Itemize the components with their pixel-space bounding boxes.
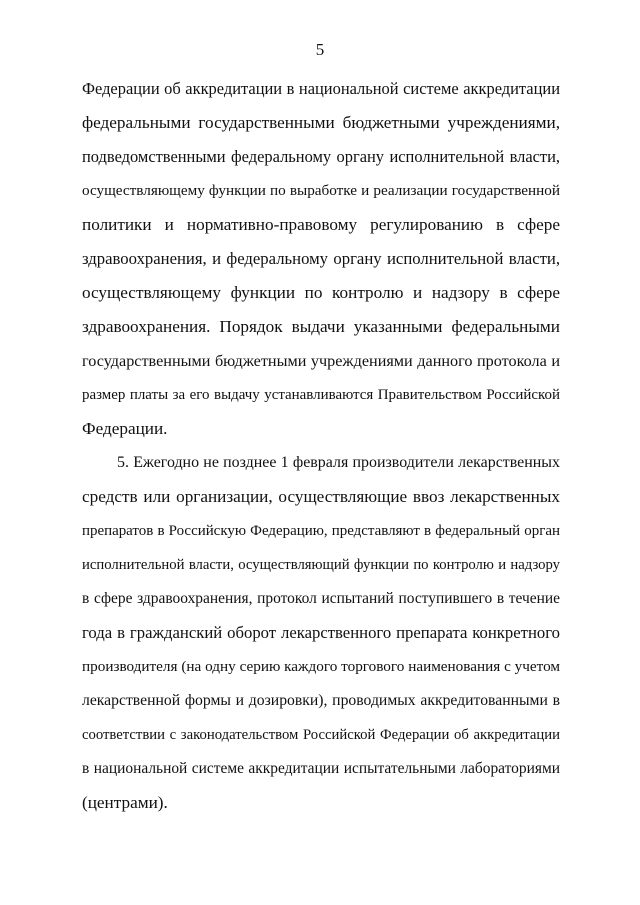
- text-line: в сфере здравоохранения, протокол испытаний поступившего в течение: [82, 590, 560, 607]
- text-line: года в гражданский оборот лекарственного препарата конкретного: [82, 623, 560, 642]
- text-line: средств или организации, осуществляющие ввоз лекарственных: [82, 487, 560, 506]
- text-line: здравоохранения. Порядок выдачи указанными федеральными: [82, 317, 560, 336]
- text-line: лекарственной формы и дозировки), проводимых аккредитованными в: [82, 692, 560, 709]
- text-line: 5. Ежегодно не позднее 1 февраля производители лекарственных: [117, 454, 560, 471]
- text-line: осуществляющему функции по выработке и реализации государственной: [82, 182, 560, 199]
- text-line: соответствии с законодательством Российской Федерации об аккредитации: [82, 727, 560, 743]
- text-line: размер платы за его выдачу устанавливаются Правительством Российской: [82, 387, 560, 403]
- text-line: в национальной системе аккредитации испытательными лабораториями: [82, 760, 560, 777]
- text-line: осуществляющему функции по контролю и надзору в сфере: [82, 283, 560, 302]
- text-line: государственными бюджетными учреждениями данного протокола и: [82, 352, 560, 370]
- text-line: Федерации.: [82, 419, 168, 438]
- text-line: препаратов в Российскую Федерацию, представляют в федеральный орган: [82, 523, 560, 539]
- text-line: здравоохранения, и федеральному органу исполнительной власти,: [82, 249, 560, 268]
- text-line: производителя (на одну серию каждого торгового наименования с учетом: [82, 658, 560, 675]
- text-line: (центрами).: [82, 793, 168, 812]
- text-line: исполнительной власти, осуществляющий функции по контролю и надзору: [82, 557, 560, 573]
- text-line: подведомственными федеральному органу исполнительной власти,: [82, 147, 560, 166]
- text-line: Федерации об аккредитации в национальной системе аккредитации: [82, 79, 560, 98]
- text-line: федеральными государственными бюджетными учреждениями,: [82, 113, 560, 132]
- page-number: 5: [315, 40, 325, 59]
- text-line: политики и нормативно-правовому регулированию в сфере: [82, 215, 560, 234]
